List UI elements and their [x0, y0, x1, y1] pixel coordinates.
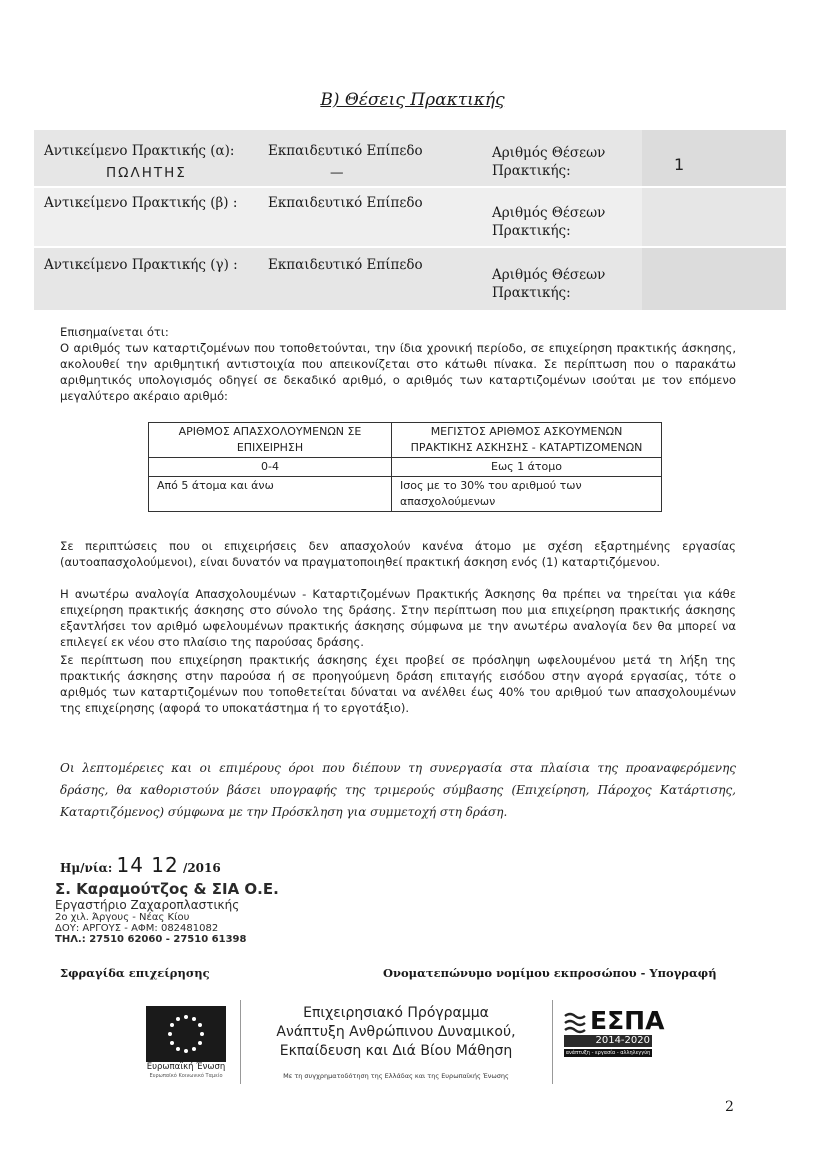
stamp-line: 2ο χιλ. Άργους - Νέας Κίου — [55, 912, 190, 923]
date-label: Ημ/νία: — [60, 861, 113, 875]
para-ratio: Η ανωτέρω αναλογία Απασχολουμένων - Καταρτιζομένων Πρακτικής Άσκησης θα πρέπει να τηρείται για κάθε επιχείρηση πρακτικής άσκησης στο σύνολο της δράσης. Στην περίπτωση που μια επιχείρηση πρακτικής άσκησης εξαντλήσει τον αριθμό ωφελουμένων πρακτικής άσκησης σύμφωνα με την ανωτέρω αναλογία δεν θα μπορεί να επιλεγεί εκ νέου στο πλαίσιο της παρούσας δράσης. — [60, 587, 736, 649]
program-line: Ανάπτυξη Ανθρώπινου Δυναμικού, — [276, 1024, 516, 1040]
level-label: Εκπαιδευτικό Επίπεδο — [268, 143, 423, 159]
note-block — [60, 324, 736, 404]
count-cell-bg — [642, 188, 786, 246]
program-title — [250, 1004, 542, 1061]
position-row-a — [34, 130, 786, 186]
para-hiring: Σε περίπτωση που επιχείρηση πρακτικής άσκησης έχει προβεί σε πρόσληψη ωφελουμένου μετά τη λήξη της πρακτικής άσκησης στην παρούσα ή σε προηγούμενη δράση επιταγής εισόδου στην αγορά εργασίας, τότε ο αριθμός των καταρτιζομένων που τοποθετείται δύναται να ανέλθει έως 40% του αριθμού των απασχολουμένων της επιχείρησης (αφορά το υποκατάστημα ή το εργοτάξιο). — [60, 653, 736, 715]
eu-sub: Ευρωπαϊκό Κοινωνικό Ταμείο — [149, 1073, 223, 1079]
stamp-line: ΤΗΛ.: 27510 62060 - 27510 61398 — [55, 934, 247, 945]
page-number: 2 — [725, 1099, 734, 1115]
count-value: 1 — [674, 155, 687, 174]
table-row — [149, 458, 662, 477]
para-details: Οι λεπτομέρειες και οι επιμέρους όροι που διέπουν τη συνεργασία στα πλαίσια της προαναφερόμενης δράσης, θα καθοριστούν βάσει υπογραφής της τριμερούς σύμβασης (Επιχείρηση, Πάροχος Κατάρτισης, Καταρτιζόμενος) σύμφωνα με την Πρόσκληση για συμμετοχή στη δράση. — [60, 761, 736, 819]
level-label: Εκπαιδευτικό Επίπεδο — [268, 257, 423, 273]
count-label: Αριθμός Θέσεων Πρακτικής: — [492, 267, 606, 301]
espa-slogan: ανάπτυξη - εργασία - αλληλεγγύη — [565, 1050, 651, 1056]
divider — [240, 1000, 241, 1084]
date-handwritten: 14 12 — [116, 853, 179, 877]
divider — [552, 1000, 553, 1084]
table-row — [149, 477, 662, 512]
object-label: Αντικείμενο Πρακτικής (γ) : — [44, 257, 238, 273]
object-label: Αντικείμενο Πρακτικής (β) : — [44, 195, 238, 211]
level-label: Εκπαιδευτικό Επίπεδο — [268, 195, 423, 211]
espa-logo — [564, 1006, 665, 1056]
header-cell: ΑΡΙΘΜΟΣ ΑΠΑΣΧΟΛΟΥΜΕΝΩΝ ΣΕ ΕΠΙΧΕΙΡΗΣΗ — [149, 423, 392, 458]
signature-label: Ονοματεπώνυμο νομίμου εκπροσώπου - Υπογραφή — [383, 966, 717, 980]
espa-title: ΕΣΠΑ — [590, 1006, 665, 1035]
note-text: Ο αριθμός των καταρτιζομένων που τοποθετούνται, την ίδια χρονική περίοδο, σε επιχείρηση πρακτικής άσκησης, ακολουθεί την αριθμητική αντιστοιχία που απεικονίζεται στο κάτωθι πίνακα. Σε περίπτωση που ο παρακάτω αριθμητικός υπολογισμός οδηγεί σε δεκαδικό αριθμό, ο αριθμός των καταρτιζομένων ισούται με τον επόμενο μεγαλύτερο ακέραιο αριθμό: — [60, 341, 736, 403]
note-intro: Επισημαίνεται ότι: — [60, 325, 169, 339]
count-cell-bg — [642, 130, 786, 186]
level-value: — — [330, 165, 344, 181]
stamp-label: Σφραγίδα επιχείρησης — [60, 966, 210, 980]
stamp-line: Σ. Καραμούτζος & ΣΙΑ Ο.Ε. — [55, 880, 279, 898]
table-cell: Ισος με το 30% του αριθμού των απασχολούμενων — [392, 477, 662, 512]
position-row-c — [34, 248, 786, 310]
cofund-text: Με τη συγχρηματοδότηση της Ελλάδας και της Ευρωπαϊκής Ένωσης — [283, 1072, 509, 1080]
eu-flag-icon — [146, 1006, 226, 1062]
object-value-handwritten: ΠΩΛΗΤΗΣ — [106, 165, 187, 181]
stamp-line: ΔΟΥ: ΑΡΓΟΥΣ - ΑΦΜ: 082481082 — [55, 923, 219, 934]
count-label: Αριθμός Θέσεων Πρακτικής: — [492, 145, 606, 179]
stamp-line: Εργαστήριο Ζαχαροπλαστικής — [55, 898, 240, 912]
espa-years: 2014-2020 — [564, 1035, 652, 1047]
table-cell: Εως 1 άτομο — [392, 458, 662, 477]
date-line — [60, 853, 221, 877]
count-label: Αριθμός Θέσεων Πρακτικής: — [492, 205, 606, 239]
position-row-b — [34, 188, 786, 246]
ratio-table — [148, 422, 662, 512]
table-header-row — [149, 423, 662, 458]
date-year: /2016 — [182, 861, 221, 875]
object-label: Αντικείμενο Πρακτικής (α): — [44, 143, 235, 159]
header-cell: ΜΕΓΙΣΤΟΣ ΑΡΙΘΜΟΣ ΑΣΚΟΥΜΕΝΩΝ ΠΡΑΚΤΙΚΗΣ ΑΣΚΗΣΗΣ - ΚΑΤΑΡΤΙΖΟΜΕΝΩΝ — [392, 423, 662, 458]
program-line: Εκπαίδευση και Διά Βίου Μάθηση — [279, 1043, 513, 1059]
table-cell: 0-4 — [149, 458, 392, 477]
section-title: Β) Θέσεις Πρακτικής — [320, 90, 505, 110]
count-cell-bg — [642, 248, 786, 310]
eu-label: Ευρωπαϊκή Ένωση — [146, 1062, 226, 1072]
company-stamp — [55, 880, 279, 945]
espa-waves-icon — [564, 1012, 588, 1034]
para-self-employed: Σε περιπτώσεις που οι επιχειρήσεις δεν απασχολούν κανένα άτομο με σχέση εξαρτημένης εργασίας (αυτοαπασχολούμενοι), είναι δυνατόν να πραγματοποιηθεί πρακτική άσκηση ενός (1) καταρτιζόμενου. — [60, 539, 736, 569]
table-cell: Από 5 άτομα και άνω — [149, 477, 392, 512]
program-line: Επιχειρησιακό Πρόγραμμα — [303, 1005, 489, 1021]
